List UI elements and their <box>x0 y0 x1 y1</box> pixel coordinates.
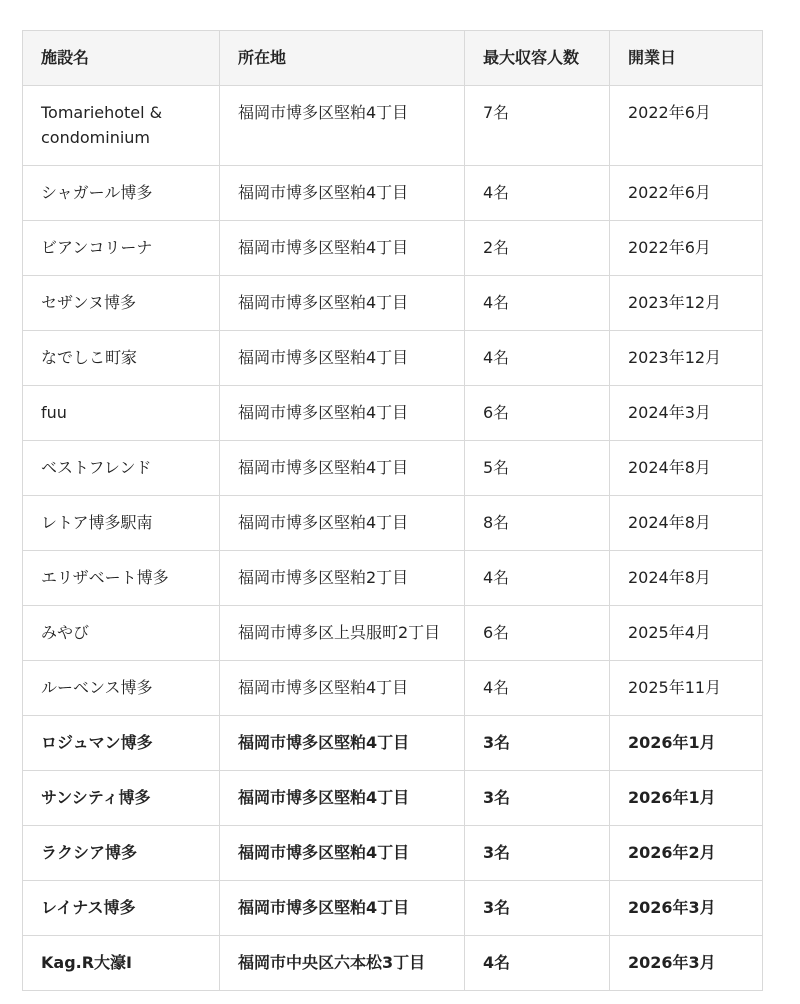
location-cell: 福岡市博多区堅粕4丁目 <box>220 826 465 881</box>
facility-cell: エリザベート博多 <box>23 551 220 606</box>
capacity-cell: 4名 <box>465 276 610 331</box>
capacity-cell: 4名 <box>465 661 610 716</box>
opening-date-cell: 2025年4月 <box>610 606 763 661</box>
capacity-cell: 4名 <box>465 551 610 606</box>
capacity-cell: 4名 <box>465 166 610 221</box>
facility-cell: セザンヌ博多 <box>23 276 220 331</box>
table-row <box>23 166 763 221</box>
facility-cell: レイナス博多 <box>23 881 220 936</box>
table-row <box>23 606 763 661</box>
opening-date-cell: 2024年8月 <box>610 441 763 496</box>
facility-cell: fuu <box>23 386 220 441</box>
opening-date-cell: 2023年12月 <box>610 276 763 331</box>
facility-cell: なでしこ町家 <box>23 331 220 386</box>
capacity-cell: 3名 <box>465 771 610 826</box>
opening-date-cell: 2024年8月 <box>610 551 763 606</box>
capacity-cell: 6名 <box>465 606 610 661</box>
location-cell: 福岡市博多区堅粕4丁目 <box>220 331 465 386</box>
opening-date-cell: 2026年1月 <box>610 716 763 771</box>
opening-date-cell: 2022年6月 <box>610 221 763 276</box>
location-cell: 福岡市博多区堅粕4丁目 <box>220 441 465 496</box>
location-cell: 福岡市博多区堅粕4丁目 <box>220 386 465 441</box>
facility-cell: Kag.R大濠I <box>23 936 220 991</box>
capacity-cell: 6名 <box>465 386 610 441</box>
location-cell: 福岡市博多区上呉服町2丁目 <box>220 606 465 661</box>
opening-date-cell: 2026年3月 <box>610 881 763 936</box>
facility-cell: ロジュマン博多 <box>23 716 220 771</box>
facility-cell: ビアンコリーナ <box>23 221 220 276</box>
table-row <box>23 661 763 716</box>
capacity-cell: 5名 <box>465 441 610 496</box>
table-row <box>23 386 763 441</box>
opening-date-cell: 2026年3月 <box>610 936 763 991</box>
column-header-facility: 施設名 <box>23 31 220 86</box>
opening-date-cell: 2023年12月 <box>610 331 763 386</box>
facility-cell: Tomariehotel & condominium <box>23 86 220 166</box>
location-cell: 福岡市博多区堅粕4丁目 <box>220 276 465 331</box>
facility-cell: みやび <box>23 606 220 661</box>
location-cell: 福岡市博多区堅粕4丁目 <box>220 221 465 276</box>
opening-date-cell: 2022年6月 <box>610 86 763 166</box>
table-header-row <box>23 31 763 86</box>
table-row <box>23 86 763 166</box>
opening-date-cell: 2025年11月 <box>610 661 763 716</box>
facility-cell: ベストフレンド <box>23 441 220 496</box>
location-cell: 福岡市博多区堅粕4丁目 <box>220 771 465 826</box>
facility-cell: ルーベンス博多 <box>23 661 220 716</box>
facility-table <box>22 30 763 991</box>
capacity-cell: 3名 <box>465 826 610 881</box>
location-cell: 福岡市中央区六本松3丁目 <box>220 936 465 991</box>
table-row <box>23 826 763 881</box>
location-cell: 福岡市博多区堅粕4丁目 <box>220 86 465 166</box>
table-row <box>23 881 763 936</box>
location-cell: 福岡市博多区堅粕4丁目 <box>220 661 465 716</box>
capacity-cell: 7名 <box>465 86 610 166</box>
capacity-cell: 4名 <box>465 331 610 386</box>
location-cell: 福岡市博多区堅粕4丁目 <box>220 166 465 221</box>
location-cell: 福岡市博多区堅粕2丁目 <box>220 551 465 606</box>
table-row <box>23 441 763 496</box>
capacity-cell: 3名 <box>465 716 610 771</box>
location-cell: 福岡市博多区堅粕4丁目 <box>220 716 465 771</box>
capacity-cell: 8名 <box>465 496 610 551</box>
facility-cell: サンシティ博多 <box>23 771 220 826</box>
capacity-cell: 3名 <box>465 881 610 936</box>
facility-cell: シャガール博多 <box>23 166 220 221</box>
facility-cell: ラクシア博多 <box>23 826 220 881</box>
capacity-cell: 2名 <box>465 221 610 276</box>
capacity-cell: 4名 <box>465 936 610 991</box>
table-row <box>23 331 763 386</box>
table-row <box>23 716 763 771</box>
location-cell: 福岡市博多区堅粕4丁目 <box>220 881 465 936</box>
opening-date-cell: 2026年1月 <box>610 771 763 826</box>
column-header-opening-date: 開業日 <box>610 31 763 86</box>
table-row <box>23 276 763 331</box>
table-row <box>23 551 763 606</box>
opening-date-cell: 2022年6月 <box>610 166 763 221</box>
table-row <box>23 771 763 826</box>
table-row <box>23 221 763 276</box>
opening-date-cell: 2024年3月 <box>610 386 763 441</box>
opening-date-cell: 2026年2月 <box>610 826 763 881</box>
opening-date-cell: 2024年8月 <box>610 496 763 551</box>
facility-cell: レトア博多駅南 <box>23 496 220 551</box>
column-header-location: 所在地 <box>220 31 465 86</box>
table-row <box>23 936 763 991</box>
table-row <box>23 496 763 551</box>
location-cell: 福岡市博多区堅粕4丁目 <box>220 496 465 551</box>
column-header-capacity: 最大収容人数 <box>465 31 610 86</box>
